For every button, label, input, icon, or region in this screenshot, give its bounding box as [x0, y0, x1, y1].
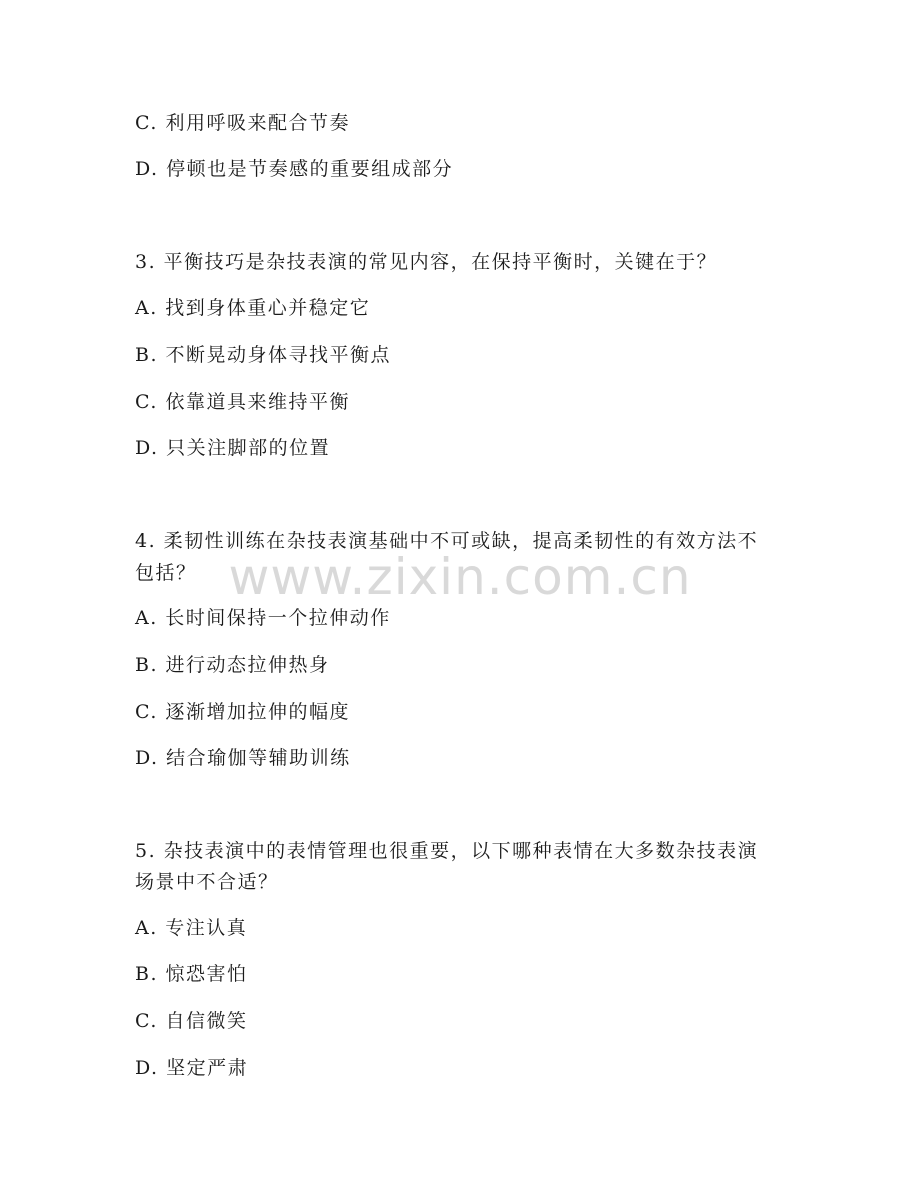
question-2-option-c: C. 利用呼吸来配合节奏: [135, 112, 350, 134]
question-4-stem-line-1: 4. 柔韧性训练在杂技表演基础中不可或缺，提高柔韧性的有效方法不: [135, 530, 759, 552]
question-3-option-c: C. 依靠道具来维持平衡: [135, 391, 350, 413]
question-5-option-c: C. 自信微笑: [135, 1010, 248, 1032]
question-2-option-d: D. 停顿也是节奏感的重要组成部分: [135, 158, 454, 180]
question-4-option-c: C. 逐渐增加拉伸的幅度: [135, 701, 350, 723]
question-5-option-d: D. 坚定严肃: [135, 1057, 249, 1079]
question-3-option-d: D. 只关注脚部的位置: [135, 437, 331, 459]
question-4-option-d: D. 结合瑜伽等辅助训练: [135, 747, 351, 769]
question-4-option-b: B. 进行动态拉伸热身: [135, 654, 330, 676]
question-5-option-b: B. 惊恐害怕: [135, 963, 248, 985]
question-3-option-b: B. 不断晃动身体寻找平衡点: [135, 344, 392, 366]
question-3-option-a: A. 找到身体重心并稳定它: [135, 297, 371, 319]
question-5-stem-line-2: 场景中不合适？: [135, 871, 279, 893]
watermark: www.zixin.com.cn: [228, 548, 692, 606]
question-5-option-a: A. 专注认真: [135, 917, 248, 939]
question-3-stem: 3. 平衡技巧是杂技表演的常见内容，在保持平衡时，关键在于？: [135, 251, 718, 273]
question-4-stem-line-2: 包括？: [135, 562, 197, 584]
question-5-stem-line-1: 5. 杂技表演中的表情管理也很重要，以下哪种表情在大多数杂技表演: [135, 840, 759, 862]
question-4-option-a: A. 长时间保持一个拉伸动作: [135, 607, 391, 629]
